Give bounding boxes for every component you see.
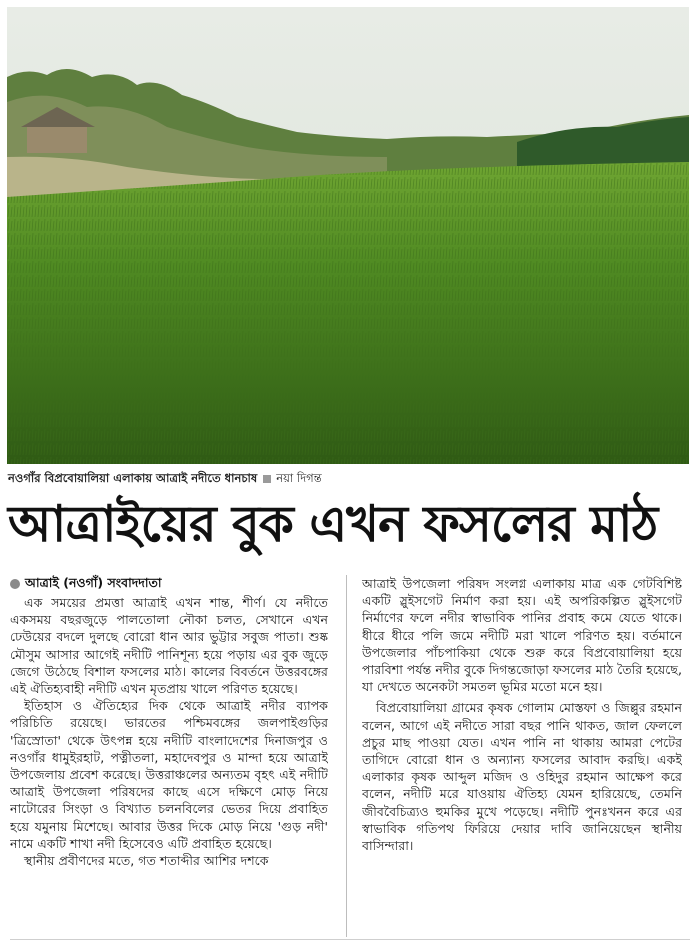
photo-credit: নয়া দিগন্ত <box>276 471 322 485</box>
byline-bullet-icon <box>10 579 20 589</box>
headline: আত্রাইয়ের বুক এখন ফসলের মাঠ <box>8 494 658 553</box>
article-column-left <box>10 594 328 938</box>
article-paragraph: এক সময়ের প্রমত্তা আত্রাই এখন শান্ত, শীর্ণ। যে নদীতে একসময় বছরজুড়ে পালতোলা নৌকা চলত, সেখানে এখন ঢেউয়ের বদলে দুলছে বোরো ধান আর ভুট্টার সবুজ পাতা। শুষ্ক মৌসুম আসার আগেই নদীটি পানিশূন্য হয়ে পড়ায় এর বুক জুড়ে জেগে উঠেছে বিশাল ফসলের মাঠ। কালের বিবর্তনে উত্তরবঙ্গের এই ঐতিহ্যবাহী নদীটি এখন মৃতপ্রায় খালে পরিণত হয়েছে। <box>10 595 328 697</box>
article-paragraph: ইতিহাস ও ঐতিহ্যের দিক থেকে আত্রাই নদীর ব্যাপক পরিচিতি রয়েছে। ভারতের পশ্চিমবঙ্গের জলপাইগুড়ির 'ত্রিস্রোতা' থেকে উৎপন্ন হয়ে নদীটি বাংলাদেশের দিনাজপুর ও নওগাঁর ধামুইরহাট, পত্নীতলা, মহাদেবপুর ও মান্দা হয়ে আত্রাই উপজেলায় প্রবেশ করেছে। উত্তরাঞ্চলের অন্যতম বৃহৎ এই নদীটি আত্রাই উপজেলা পরিষদের কাছে এসে দক্ষিণে মোড় নিয়ে নাটোরের সিংড়া ও বিখ্যাত চলনবিলের ভেতর দিয়ে প্রবাহিত হয়ে যমুনায় মিশেছে। আবার উত্তর দিকে মোড় নিয়ে 'গুড় নদী' নামে একটি শাখা নদী হিসেবেও এটি প্রবাহিত হয়েছে। <box>10 698 328 851</box>
photo-caption-text: নওগাঁর বিপ্রবোয়ালিয়া এলাকায় আত্রাই নদীতে ধানচাষ <box>8 471 258 485</box>
article-paragraph: বিপ্রবোয়ালিয়া গ্রামের কৃষক গোলাম মোস্তফা ও জিল্লুর রহমান বলেন, আগে এই নদীতে সারা বছর পানি থাকত, জাল ফেললে প্রচুর মাছ পাওয়া যেত। এখন পানি না থাকায় আমরা পেটের তাগিদে বোরো ধান ও অন্যান্য ফসলের আবাদ করছি। একই এলাকার কৃষক আব্দুল মজিদ ও ওহিদুর রহমান আক্ষেপ করে বলেন, নদীটি মরে যাওয়ায় ঐতিহ্য যেমন হারিয়েছে, তেমনি জীববৈচিত্র্যও হুমকির মুখে পড়েছে। নদীটি পুনঃখনন করে এর স্বাভাবিক গতিপথ ফিরিয়ে দেয়ার দাবি জানিয়েছেন স্থানীয় বাসিন্দারা। <box>362 700 682 854</box>
byline <box>10 575 161 595</box>
column-divider <box>346 575 347 937</box>
caption-separator-square <box>263 475 271 483</box>
article-paragraph: স্থানীয় প্রবীণদের মতে, গত শতাব্দীর আশির দশকে <box>24 853 269 869</box>
photo-caption <box>8 470 322 489</box>
byline-text: আত্রাই (নওগাঁ) সংবাদদাতা <box>25 575 162 590</box>
bottom-divider <box>10 939 690 940</box>
article-column-right <box>362 575 682 938</box>
article-photo <box>7 7 689 464</box>
article-paragraph: আত্রাই উপজেলা পরিষদ সংলগ্ন এলাকায় মাত্র এক গেটবিশিষ্ট একটি স্লুইসগেট নির্মাণ করা হয়। এই অপরিকল্পিত স্লুইসগেট নির্মাণের ফলে নদীর স্বাভাবিক পানির প্রবাহ কমে যেতে থাকে। ধীরে ধীরে পলি জমে নদীটি মরা খালে পরিণত হয়। বর্তমানে উপজেলার পাঁচপাকিয়া থেকে শুরু করে বিপ্রবোয়ালিয়া হয়ে পারবিশা পর্যন্ত নদীর বুকে দিগন্তজোড়া ফসলের মাঠ তৈরি হয়েছে, যা দেখতে অনেকটা সমতল ভূমির মতো মনে হয়। <box>362 576 682 695</box>
